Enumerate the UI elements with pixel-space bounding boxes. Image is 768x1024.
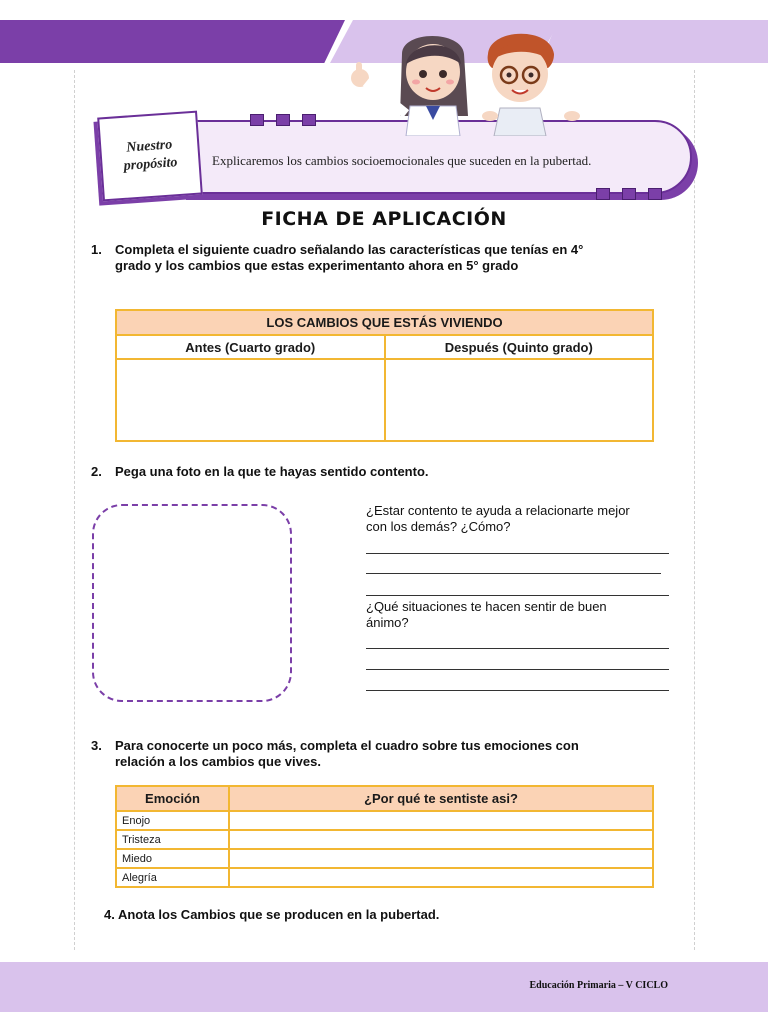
girl-illustration (351, 36, 468, 136)
column-header-reason: ¿Por qué te sentiste asi? (229, 786, 653, 811)
column-header-emotion: Emoción (116, 786, 229, 811)
answer-cell-before[interactable] (116, 359, 385, 441)
purpose-tag-line2: propósito (123, 155, 178, 174)
question-1-line1: Completa el siguiente cuadro señalando las características que tenías en 4° (115, 242, 584, 257)
question-1 (91, 242, 675, 274)
answer-line[interactable] (366, 595, 669, 596)
question-3-number: 3. (91, 738, 102, 753)
children-illustration (340, 24, 590, 136)
question-3-line1: Para conocerte un poco más, completa el cuadro sobre tus emociones con (115, 738, 579, 753)
question-2a (366, 503, 630, 535)
question-2b (366, 599, 607, 631)
emotions-table (115, 785, 654, 888)
answer-cell-after[interactable] (385, 359, 654, 441)
page-title: FICHA DE APLICACIÓN (261, 208, 507, 230)
column-header-before: Antes (Cuarto grado) (116, 335, 385, 359)
question-3 (91, 738, 675, 770)
top-banner-dark (0, 20, 345, 63)
purpose-text: Explicaremos los cambios socioemocionales que suceden en la pubertad. (212, 153, 592, 168)
answer-line[interactable] (366, 573, 661, 574)
answer-line[interactable] (366, 690, 669, 691)
emotion-label: Alegría (116, 868, 229, 887)
emotion-label: Tristeza (116, 830, 229, 849)
decor-square (596, 188, 610, 200)
decor-square (302, 114, 316, 126)
page-guide-left (74, 70, 75, 950)
question-1-number: 1. (91, 242, 102, 257)
purpose-tag (97, 111, 203, 202)
question-4: 4. Anota los Cambios que se producen en la pubertad. (104, 907, 440, 922)
column-header-after: Después (Quinto grado) (385, 335, 654, 359)
decor-square (648, 188, 662, 200)
question-2b-line1: ¿Qué situaciones te hacen sentir de buen (366, 599, 607, 614)
purpose-tag-line1: Nuestro (125, 137, 173, 156)
page-guide-right (694, 70, 695, 950)
reason-cell[interactable] (229, 849, 653, 868)
decor-square (276, 114, 290, 126)
decor-square (250, 114, 264, 126)
reason-cell[interactable] (229, 811, 653, 830)
answer-line[interactable] (366, 648, 669, 649)
question-2a-line1: ¿Estar contento te ayuda a relacionarte mejor (366, 503, 630, 518)
footer-bar (0, 962, 768, 1012)
question-1-line2: grado y los cambios que estas experimentanto ahora en 5° grado (115, 258, 519, 273)
question-2 (91, 464, 675, 480)
changes-table (115, 309, 654, 442)
reason-cell[interactable] (229, 830, 653, 849)
question-2a-line2: con los demás? ¿Cómo? (366, 519, 511, 534)
decor-square (622, 188, 636, 200)
answer-line[interactable] (366, 553, 669, 554)
boy-illustration (482, 34, 580, 136)
emotion-label: Miedo (116, 849, 229, 868)
footer-text: Educación Primaria – V CICLO (529, 980, 668, 991)
question-2-text: Pega una foto en la que te hayas sentido contento. (115, 464, 429, 479)
answer-line[interactable] (366, 669, 669, 670)
photo-placeholder[interactable] (92, 504, 292, 702)
question-2-number: 2. (91, 464, 102, 479)
emotion-label: Enojo (116, 811, 229, 830)
changes-table-header: LOS CAMBIOS QUE ESTÁS VIVIENDO (116, 310, 653, 335)
question-3-line2: relación a los cambios que vives. (115, 754, 321, 769)
reason-cell[interactable] (229, 868, 653, 887)
question-2b-line2: ánimo? (366, 615, 409, 630)
